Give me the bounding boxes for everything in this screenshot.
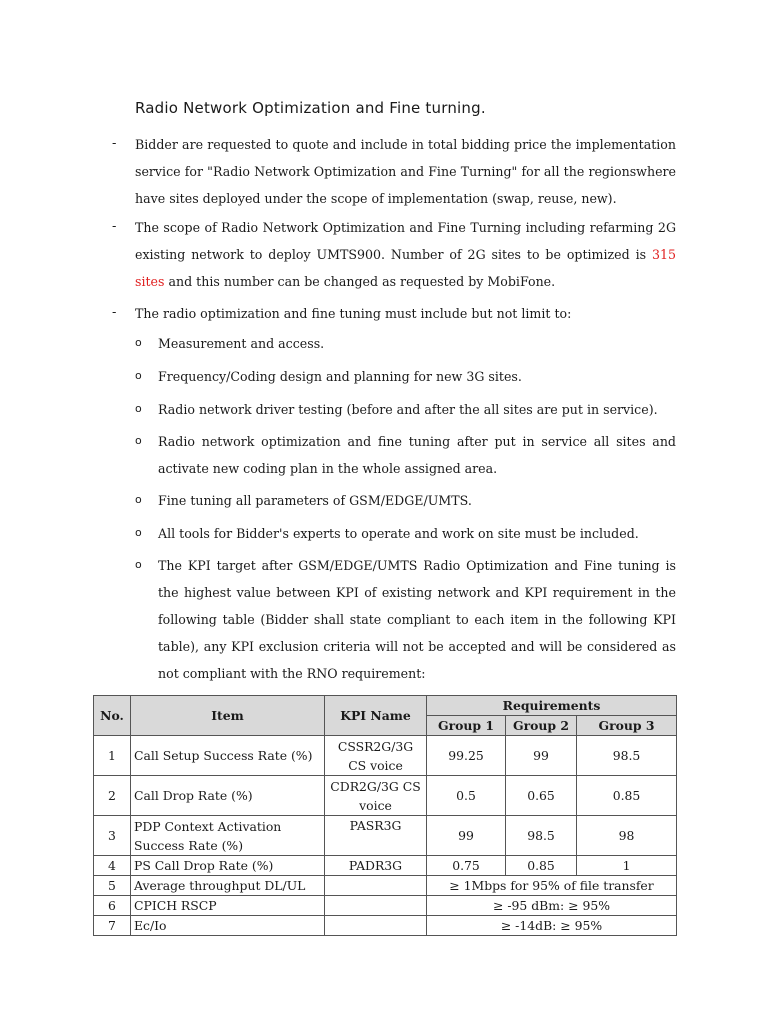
table-row [94,816,677,856]
cell-item: Call Drop Rate (%) [131,776,325,816]
cell-item: Ec/Io [131,916,325,936]
cell-no: 4 [94,856,131,876]
cell-requirement: ≥ 1Mbps for 95% of file transfer [427,876,677,896]
header-requirements: Requirements [427,696,677,716]
table-row [94,896,677,916]
header-group-1: Group 1 [427,716,506,736]
cell-group-3: 1 [577,856,677,876]
table-row [94,916,677,936]
paragraph-scope [135,214,676,295]
header-group-3: Group 3 [577,716,677,736]
cell-group-1: 99.25 [427,736,506,776]
sub-item-drive-testing: Radio network driver testing (before and after the all sites are put in service). [158,402,658,417]
circle-bullet-icon: o [135,336,142,349]
table-row [94,876,677,896]
cell-group-2: 99 [506,736,577,776]
circle-bullet-icon: o [135,493,142,506]
dash-marker: - [112,305,117,320]
cell-group-3: 0.85 [577,776,677,816]
cell-requirement: ≥ -95 dBm: ≥ 95% [427,896,677,916]
cell-group-2: 0.85 [506,856,577,876]
cell-requirement: ≥ -14dB: ≥ 95% [427,916,677,936]
cell-kpi: PASR3G [325,816,427,856]
cell-group-3: 98.5 [577,736,677,776]
cell-group-1: 0.75 [427,856,506,876]
table-row [94,776,677,816]
paragraph-text: The scope of Radio Network Optimization and Fine Turning including refarming 2G existing network to deploy UMTS900. Number of 2G sites to be optimized is [135,220,676,262]
table-header-row [94,696,677,716]
cell-group-1: 99 [427,816,506,856]
paragraph-text: The radio optimization and fine tuning must include but not limit to: [135,306,572,321]
cell-item: Call Setup Success Rate (%) [131,736,325,776]
cell-no: 2 [94,776,131,816]
circle-bullet-icon: o [135,369,142,382]
circle-bullet-icon: o [135,434,142,447]
sub-item-tools: All tools for Bidder's experts to operate and work on site must be included. [158,526,639,541]
cell-kpi: PADR3G [325,856,427,876]
cell-kpi [325,916,427,936]
cell-kpi: CDR2G/3G CS voice [325,776,427,816]
paragraph-bidding-price [135,131,676,212]
sub-item-kpi-target: The KPI target after GSM/EDGE/UMTS Radio Optimization and Fine tuning is the highest value between KPI of existing network and KPI requirement in the following table (Bidder shall state compliant to each item in the following KPI table), any KPI exclusion criteria will not be accepted and will be considered as not compliant with the RNO requirement: [158,558,676,681]
header-kpi-name: KPI Name [325,696,427,736]
cell-kpi [325,876,427,896]
header-group-2: Group 2 [506,716,577,736]
cell-no: 3 [94,816,131,856]
cell-group-2: 0.65 [506,776,577,816]
sub-item-fine-tuning: Fine tuning all parameters of GSM/EDGE/UMTS. [158,493,472,508]
cell-item: Average throughput DL/UL [131,876,325,896]
paragraph-includes [135,300,676,327]
cell-kpi: CSSR2G/3G CS voice [325,736,427,776]
section-title: Radio Network Optimization and Fine turning. [135,99,486,117]
cell-no: 5 [94,876,131,896]
sub-item-optimization: Radio network optimization and fine tuning after put in service all sites and activate new coding plan in the whole assigned area. [158,434,676,476]
dash-marker: - [112,219,117,234]
sub-item-frequency: Frequency/Coding design and planning for new 3G sites. [158,369,522,384]
table-row [94,736,677,776]
dash-marker: - [112,136,117,151]
cell-kpi [325,896,427,916]
sites-count-highlight: 315 sites [135,247,676,289]
paragraph-text: Bidder are requested to quote and include in total bidding price the implementation service for "Radio Network Optimization and Fine Turning" for all the regionswhere have sites deployed under the scope of implementation (swap, reuse, new). [135,137,676,206]
cell-group-3: 98 [577,816,677,856]
header-item: Item [131,696,325,736]
header-no: No. [94,696,131,736]
cell-item: PDP Context Activation Success Rate (%) [131,816,325,856]
sub-item-measurement: Measurement and access. [158,336,325,351]
cell-item: CPICH RSCP [131,896,325,916]
circle-bullet-icon: o [135,402,142,415]
cell-group-2: 98.5 [506,816,577,856]
paragraph-text: and this number can be changed as requested by MobiFone. [164,274,556,289]
cell-no: 1 [94,736,131,776]
cell-item: PS Call Drop Rate (%) [131,856,325,876]
table-row [94,856,677,876]
cell-no: 6 [94,896,131,916]
cell-no: 7 [94,916,131,936]
cell-group-1: 0.5 [427,776,506,816]
circle-bullet-icon: o [135,558,142,571]
kpi-table [93,695,677,936]
circle-bullet-icon: o [135,526,142,539]
